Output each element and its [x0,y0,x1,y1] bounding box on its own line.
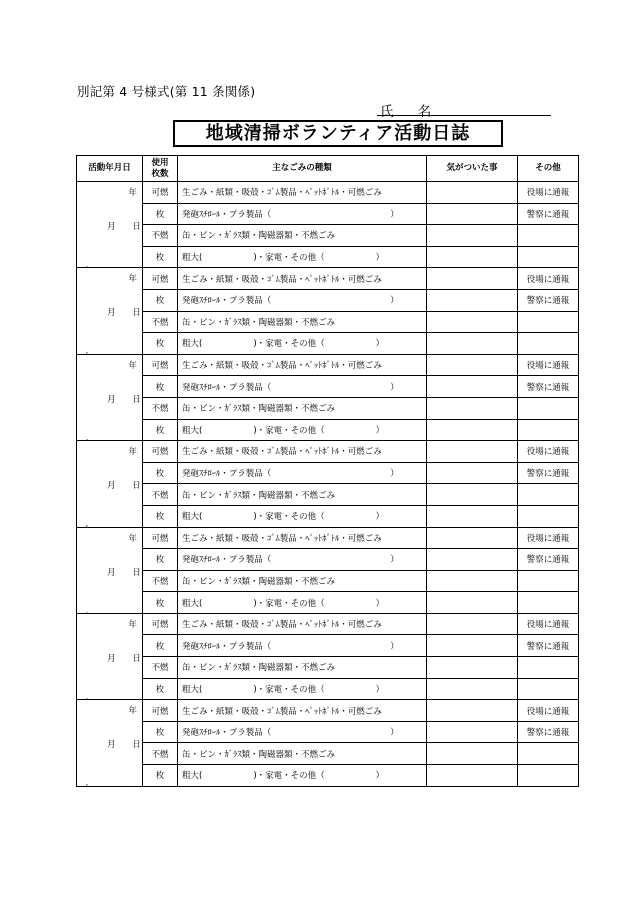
document-title: 地域清掃ボランティア活動日誌 [173,120,503,147]
sheet-cell[interactable]: 枚 [143,549,178,571]
notes-cell[interactable] [427,419,518,441]
other-cell[interactable]: 役場に通報 [518,182,579,204]
sheet-cell[interactable]: 不燃 [143,311,178,333]
notes-cell[interactable] [427,721,518,743]
other-cell[interactable]: 役場に通報 [518,700,579,722]
notes-cell[interactable] [427,462,518,484]
log-row [77,765,579,787]
other-cell[interactable] [518,765,579,787]
other-cell[interactable]: 役場に通報 [518,613,579,635]
notes-cell[interactable] [427,441,518,463]
notes-cell[interactable] [427,484,518,506]
sheet-cell[interactable]: 枚 [143,333,178,355]
sheet-cell[interactable]: 可燃 [143,182,178,204]
other-cell[interactable]: 警察に通報 [518,721,579,743]
sheet-cell[interactable]: 不燃 [143,225,178,247]
other-cell[interactable] [518,397,579,419]
log-row [77,289,579,311]
log-row [77,354,579,376]
notes-cell[interactable] [427,354,518,376]
sheet-cell[interactable]: 可燃 [143,441,178,463]
notes-cell[interactable] [427,376,518,398]
garbage-type-cell[interactable]: 生ごみ・紙類・吸殻・ｺﾞﾑ製品・ﾍﾟｯﾄﾎﾞﾄﾙ・可燃ごみ [178,182,427,204]
year-label: 年 [128,619,137,630]
garbage-type-cell[interactable]: 発砲ｽﾁﾛｰﾙ・プラ製品（ ） [178,462,427,484]
garbage-type-cell[interactable]: 缶・ビン・ｶﾞﾗｽ類・陶磁器類・不燃ごみ [178,225,427,247]
notes-cell[interactable] [427,635,518,657]
sheet-cell[interactable]: 可燃 [143,613,178,635]
other-cell[interactable] [518,570,579,592]
garbage-type-cell[interactable]: 粗大( )・家電・その他（ ） [178,592,427,614]
month-day-label: 月 日 [107,394,141,405]
notes-cell[interactable] [427,613,518,635]
garbage-type-cell[interactable]: 粗大( )・家電・その他（ ） [178,505,427,527]
sheet-cell[interactable]: 枚 [143,505,178,527]
sheet-cell[interactable]: 可燃 [143,268,178,290]
log-row [77,397,579,419]
sheet-cell[interactable]: 枚 [143,462,178,484]
month-day-label: 月 日 [107,222,141,232]
log-row [77,311,579,333]
notes-cell[interactable] [427,246,518,268]
other-cell[interactable] [518,678,579,700]
activity-date-cell[interactable] [77,613,143,699]
notes-cell[interactable] [427,268,518,290]
form-number: 別記第 4 号様式(第 11 条関係) [77,84,256,99]
log-row [77,527,579,549]
log-row [77,743,579,765]
log-row [77,441,579,463]
garbage-type-cell[interactable]: 粗大( )・家電・その他（ ） [178,333,427,355]
log-row [77,549,579,571]
garbage-type-cell[interactable]: 缶・ビン・ｶﾞﾗｽ類・陶磁器類・不燃ごみ [178,743,427,765]
log-row [77,484,579,506]
col-garbage-header: 主なごみの種類 [178,156,427,182]
month-day-label: 月 日 [107,481,141,492]
weekday-label [122,784,143,786]
activity-date-cell[interactable] [77,354,143,440]
sheet-cell[interactable]: 枚 [143,419,178,441]
activity-date-cell[interactable] [77,700,143,786]
other-cell[interactable] [518,592,579,614]
other-cell[interactable] [518,311,579,333]
other-cell[interactable] [518,505,579,527]
notes-cell[interactable] [427,333,518,355]
notes-cell[interactable] [427,203,518,225]
other-cell[interactable]: 警察に通報 [518,462,579,484]
year-label: 年 [128,360,137,371]
garbage-type-cell[interactable]: 生ごみ・紙類・吸殻・ｺﾞﾑ製品・ﾍﾟｯﾄﾎﾞﾄﾙ・可燃ごみ [178,441,427,463]
log-row [77,592,579,614]
other-cell[interactable]: 役場に通報 [518,441,579,463]
log-row [77,203,579,225]
sheet-cell[interactable]: 枚 [143,289,178,311]
other-cell[interactable]: 警察に通報 [518,289,579,311]
weekday-open [85,784,88,786]
log-row [77,613,579,635]
garbage-type-cell[interactable]: 発砲ｽﾁﾛｰﾙ・プラ製品（ ） [178,721,427,743]
sheet-cell[interactable]: 可燃 [143,700,178,722]
notes-cell[interactable] [427,397,518,419]
garbage-type-cell[interactable]: 粗大( )・家電・その他（ ） [178,419,427,441]
month-day-label: 月 日 [107,740,141,751]
log-row [77,182,579,204]
notes-cell[interactable] [427,311,518,333]
log-row [77,376,579,398]
sheet-cell[interactable]: 枚 [143,592,178,614]
other-cell[interactable] [518,333,579,355]
notes-cell[interactable] [427,505,518,527]
other-cell[interactable]: 警察に通報 [518,376,579,398]
other-cell[interactable] [518,419,579,441]
col-date-header: 活動年月日 [77,156,143,182]
header-row [77,156,579,182]
log-row [77,635,579,657]
notes-cell[interactable] [427,765,518,787]
col-notes-header: 気がついた事 [427,156,518,182]
garbage-type-cell[interactable]: 発砲ｽﾁﾛｰﾙ・プラ製品（ ） [178,203,427,225]
log-row [77,419,579,441]
other-cell[interactable]: 警察に通報 [518,635,579,657]
sheet-cell[interactable]: 可燃 [143,354,178,376]
log-row [77,657,579,679]
garbage-type-cell[interactable]: 発砲ｽﾁﾛｰﾙ・プラ製品（ ） [178,549,427,571]
other-cell[interactable] [518,225,579,247]
year-label: 年 [128,706,137,717]
activity-date-cell[interactable] [77,441,143,527]
garbage-type-cell[interactable]: 缶・ビン・ｶﾞﾗｽ類・陶磁器類・不燃ごみ [178,570,427,592]
log-row [77,505,579,527]
garbage-type-cell[interactable]: 生ごみ・紙類・吸殻・ｺﾞﾑ製品・ﾍﾟｯﾄﾎﾞﾄﾙ・可燃ごみ [178,527,427,549]
month-day-label: 月 日 [107,308,141,319]
log-row [77,462,579,484]
col-sheets-header: 使用 枚数 [143,156,178,182]
sheet-cell[interactable]: 不燃 [143,570,178,592]
col-other-header: その他 [518,156,579,182]
month-day-label: 月 日 [107,653,141,664]
other-cell[interactable] [518,743,579,765]
sheet-cell[interactable]: 枚 [143,721,178,743]
sheet-cell[interactable]: 枚 [143,246,178,268]
notes-cell[interactable] [427,549,518,571]
sheet-cell[interactable]: 枚 [143,765,178,787]
year-label: 年 [128,533,137,544]
garbage-type-cell[interactable]: 缶・ビン・ｶﾞﾗｽ類・陶磁器類・不燃ごみ [178,484,427,506]
garbage-type-cell[interactable]: 粗大( )・家電・その他（ ） [178,765,427,787]
other-cell[interactable]: 警察に通報 [518,549,579,571]
month-day-label: 月 日 [107,567,141,578]
log-row [77,700,579,722]
notes-cell[interactable] [427,527,518,549]
notes-cell[interactable] [427,678,518,700]
sheet-cell[interactable]: 不燃 [143,397,178,419]
other-cell[interactable] [518,657,579,679]
garbage-type-cell[interactable]: 発砲ｽﾁﾛｰﾙ・プラ製品（ ） [178,635,427,657]
sheet-cell[interactable]: 枚 [143,203,178,225]
log-row [77,246,579,268]
other-cell[interactable]: 役場に通報 [518,354,579,376]
year-label: 年 [128,274,137,285]
garbage-type-cell[interactable]: 生ごみ・紙類・吸殻・ｺﾞﾑ製品・ﾍﾟｯﾄﾎﾞﾄﾙ・可燃ごみ [178,700,427,722]
garbage-type-cell[interactable]: 生ごみ・紙類・吸殻・ｺﾞﾑ製品・ﾍﾟｯﾄﾎﾞﾄﾙ・可燃ごみ [178,354,427,376]
garbage-type-cell[interactable]: 発砲ｽﾁﾛｰﾙ・プラ製品（ ） [178,289,427,311]
activity-date-cell[interactable] [77,268,143,354]
notes-cell[interactable] [427,592,518,614]
notes-cell[interactable] [427,743,518,765]
log-row [77,721,579,743]
garbage-type-cell[interactable]: 缶・ビン・ｶﾞﾗｽ類・陶磁器類・不燃ごみ [178,657,427,679]
sheet-cell[interactable]: 枚 [143,376,178,398]
other-cell[interactable] [518,484,579,506]
garbage-type-cell[interactable]: 生ごみ・紙類・吸殻・ｺﾞﾑ製品・ﾍﾟｯﾄﾎﾞﾄﾙ・可燃ごみ [178,268,427,290]
notes-cell[interactable] [427,182,518,204]
log-row [77,268,579,290]
name-label: 氏 名 [380,104,442,120]
sheet-cell[interactable]: 不燃 [143,484,178,506]
activity-date-cell[interactable] [77,527,143,613]
other-cell[interactable]: 役場に通報 [518,268,579,290]
name-underline[interactable] [377,115,551,116]
other-cell[interactable]: 役場に通報 [518,527,579,549]
garbage-type-cell[interactable]: 缶・ビン・ｶﾞﾗｽ類・陶磁器類・不燃ごみ [178,397,427,419]
notes-cell[interactable] [427,289,518,311]
sheet-cell[interactable]: 枚 [143,635,178,657]
log-row [77,225,579,247]
log-row [77,570,579,592]
sheet-cell[interactable]: 不燃 [143,743,178,765]
activity-date-cell[interactable] [77,182,143,268]
sheet-cell[interactable]: 枚 [143,678,178,700]
log-row [77,333,579,355]
other-cell[interactable]: 警察に通報 [518,203,579,225]
garbage-type-cell[interactable]: 缶・ビン・ｶﾞﾗｽ類・陶磁器類・不燃ごみ [178,311,427,333]
garbage-type-cell[interactable]: 粗大( )・家電・その他（ ） [178,678,427,700]
log-row [77,678,579,700]
sheet-cell[interactable]: 可燃 [143,527,178,549]
notes-cell[interactable] [427,225,518,247]
activity-log-table [76,155,579,787]
garbage-type-cell[interactable]: 粗大( )・家電・その他（ ） [178,246,427,268]
other-cell[interactable] [518,246,579,268]
year-label: 年 [128,447,137,458]
notes-cell[interactable] [427,570,518,592]
notes-cell[interactable] [427,700,518,722]
garbage-type-cell[interactable]: 発砲ｽﾁﾛｰﾙ・プラ製品（ ） [178,376,427,398]
notes-cell[interactable] [427,657,518,679]
year-label: 年 [128,188,137,198]
sheet-cell[interactable]: 不燃 [143,657,178,679]
garbage-type-cell[interactable]: 生ごみ・紙類・吸殻・ｺﾞﾑ製品・ﾍﾟｯﾄﾎﾞﾄﾙ・可燃ごみ [178,613,427,635]
